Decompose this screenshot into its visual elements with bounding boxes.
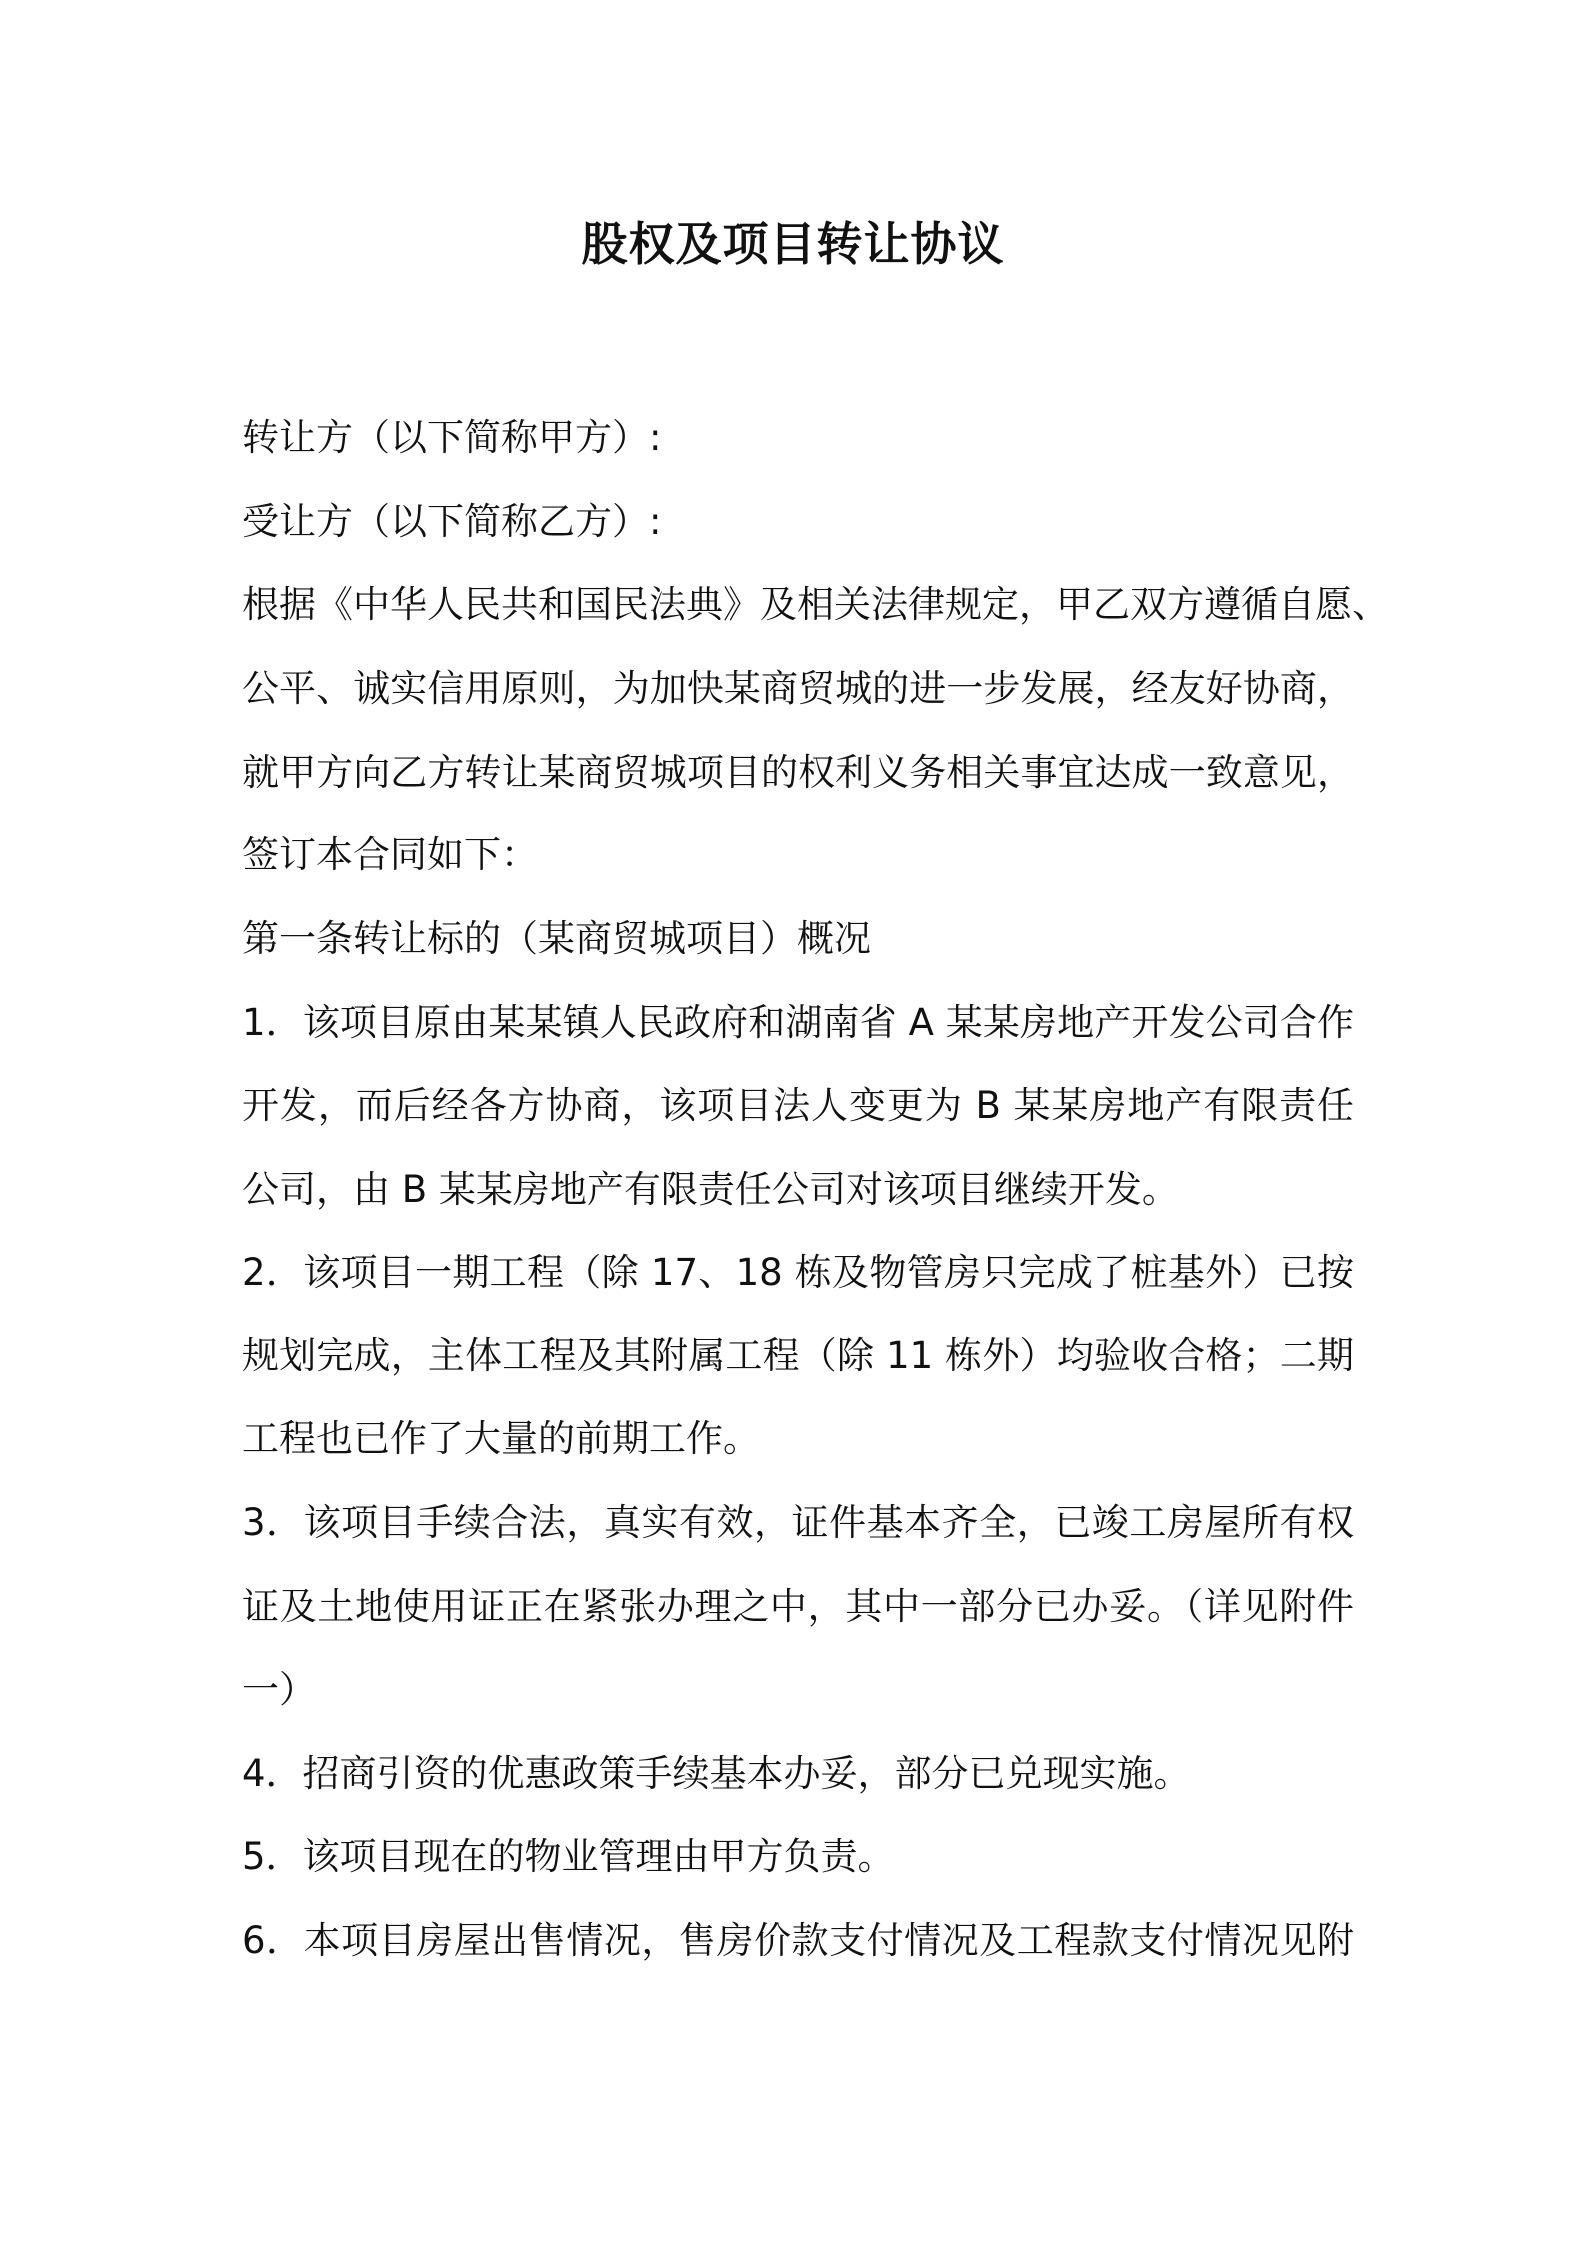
preamble-line-3: 就甲方向乙方转让某商贸城项目的权利义务相关事宜达成一致意见， — [242, 751, 1354, 794]
transferee-line: 受让方（以下简称乙方）: — [242, 500, 662, 543]
clause-6-line-1: 6．本项目房屋出售情况，售房价款支付情况及工程款支付情况见附 — [242, 1919, 1354, 1962]
clause-5-line-1: 5．该项目现在的物业管理由甲方负责。 — [242, 1835, 895, 1878]
clause-1-line-1: 1．该项目原由某某镇人民政府和湖南省 A 某某房地产开发公司合作 — [242, 1001, 1354, 1044]
transferor-line: 转让方（以下简称甲方）: — [242, 416, 662, 459]
clause-3-line-3: 一） — [242, 1668, 316, 1711]
clause-1-line-2: 开发，而后经各方协商，该项目法人变更为 B 某某房地产有限责任 — [242, 1084, 1354, 1127]
preamble-line-1: 根据《中华人民共和国民法典》及相关法律规定，甲乙双方遵循自愿、 — [242, 583, 1389, 626]
preamble-line-2: 公平、诚实信用原则，为加快某商贸城的进一步发展，经友好协商， — [242, 667, 1354, 710]
article-1-heading: 第一条转让标的（某商贸城项目）概况 — [242, 917, 871, 960]
clause-2-line-3: 工程也已作了大量的前期工作。 — [242, 1417, 760, 1460]
clause-4-line-1: 4．招商引资的优惠政策手续基本办妥，部分已兑现实施。 — [242, 1752, 1191, 1795]
clause-2-line-2: 规划完成，主体工程及其附属工程（除 11 栋外）均验收合格；二期 — [242, 1334, 1354, 1377]
clause-2-line-1: 2．该项目一期工程（除 17、18 栋及物管房只完成了桩基外）已按 — [242, 1251, 1354, 1294]
clause-3-line-1: 3．该项目手续合法，真实有效，证件基本齐全，已竣工房屋所有权 — [242, 1501, 1354, 1544]
clause-1-line-3: 公司，由 B 某某房地产有限责任公司对该项目继续开发。 — [242, 1168, 1179, 1211]
document-title: 股权及项目转让协议 — [581, 217, 1005, 271]
preamble-line-4: 签订本合同如下： — [242, 833, 538, 876]
clause-3-line-2: 证及土地使用证正在紧张办理之中，其中一部分已办妥。（详见附件 — [242, 1585, 1354, 1628]
